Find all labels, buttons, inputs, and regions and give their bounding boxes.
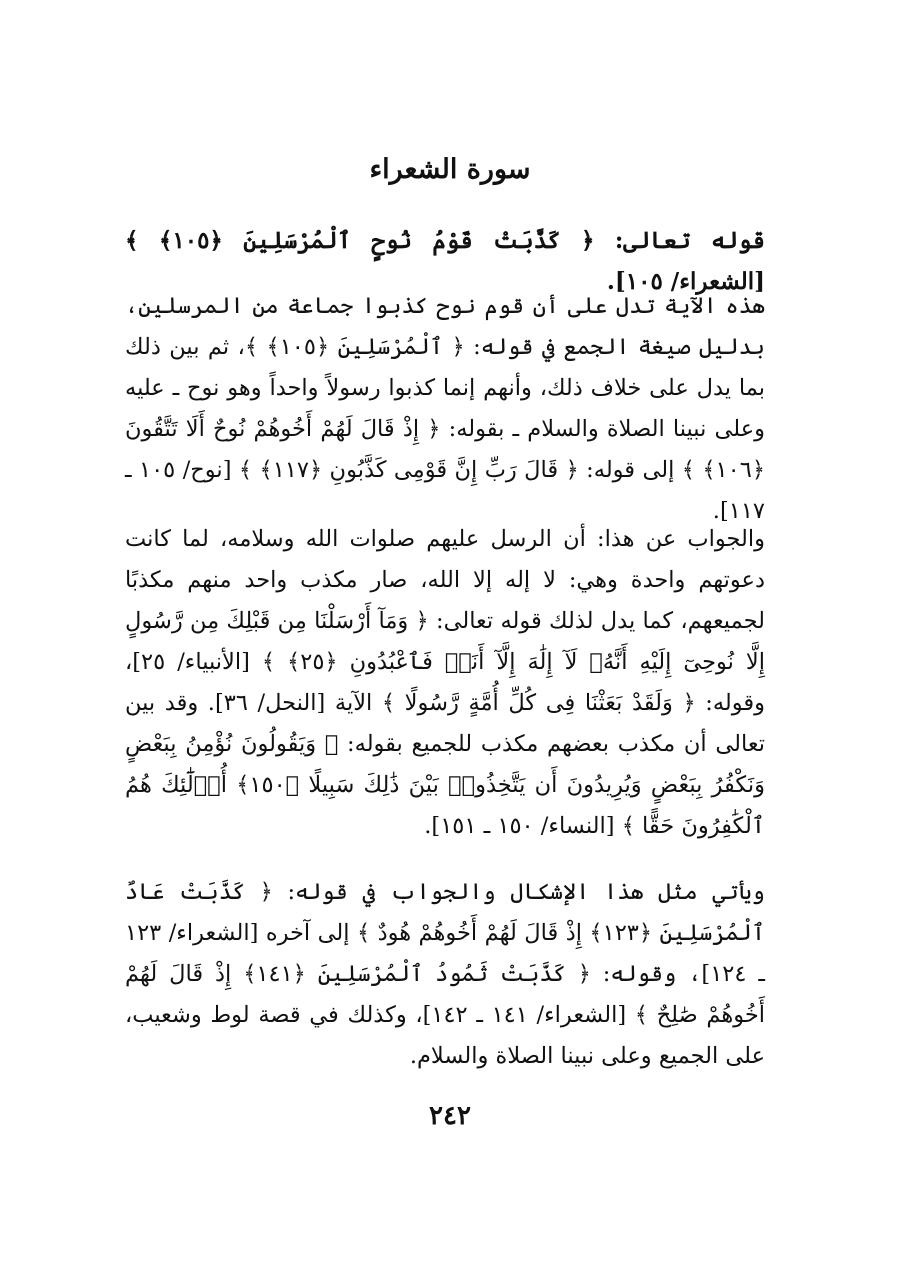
paragraph-answer: والجواب عن هذا: أن الرسل عليهم صلوات الله وسلامه، لما كانت دعوتهم واحدة وهي: لا إله إلا الله، صار مكذب واحد منهم مكذبًا لجميعهم، كما يدل لذلك قوله تعالى: ﴿ وَمَآ أَرْسَلْنَا مِن قَبْلِكَ مِن رَّسُولٍ إِلَّا نُوحِىٓ إِلَيْهِ أَنَّهُۥ لَآ إِلَٰهَ إِلَّآ أَنَا۠ فَٱعْبُدُونِ ﴿٢٥﴾ ﴾ [الأنبياء/ ٢٥]، وقوله: ﴿ وَلَقَدْ بَعَثْنَا فِى كُلِّ أُمَّةٍ رَّسُولًا ﴾ الآية [النحل/ ٣٦]. وقد بين تعالى أن مكذب بعضهم مكذب للجميع بقوله: ﴿ وَيَقُولُونَ نُؤْمِنُ بِبَعْضٍ وَنَكْفُرُ بِبَعْضٍ وَيُرِيدُونَ أَن يَتَّخِذُوا۟ بَيْنَ ذَٰلِكَ سَبِيلًا ﴿١٥٠﴾ أُو۟لَٰٓئِكَ هُمُ ٱلْكَٰفِرُونَ حَقًّا ﴾ [النساء/ ١٥٠ ـ ١٥١]. <box>125 526 765 839</box>
page-number: ٢٤٢ <box>429 1101 471 1131</box>
question-verse-line: قوله تعالى: ﴿ كَذَّبَتْ قَوْمُ نُوحٍ ٱلْمُرْسَلِينَ ﴿١٠٥﴾ ﴾ [الشعراء/ ١٠٥]. <box>125 227 765 295</box>
paragraph-problem: هذه الآية تدل على أن قوم نوح كذبوا جماعة من المرسلين، بدليل صيغة الجمع في قوله: ﴿ ٱلْمُرْسَلِينَ ﴿١٠٥﴾ ﴾، ثم بين ذلك بما يدل على خلاف ذلك، وأنهم إنما كذبوا رسولاً واحداً وهو نوح ـ عليه وعلى نبينا الصلاة والسلام ـ بقوله: ﴿ إِذْ قَالَ لَهُمْ أَخُوهُمْ نُوحٌ أَلَا تَتَّقُونَ ﴿١٠٦﴾ ﴾ إلى قوله: ﴿ قَالَ رَبِّ إِنَّ قَوْمِى كَذَّبُونِ ﴿١١٧﴾ ﴾ [نوح/ ١٠٥ ـ ١١٧]. <box>125 293 765 524</box>
paragraph-similar-cases: ويأتي مثل هذا الإشكال والجواب في قوله: ﴿ كَذَّبَتْ عَادٌ ٱلْمُرْسَلِينَ ﴿١٢٣﴾ إِذْ قَالَ لَهُمْ أَخُوهُمْ هُودٌ ﴾ إلى آخره [الشعراء/ ١٢٣ ـ ١٢٤]، وقوله: ﴿ كَذَّبَتْ ثَمُودُ ٱلْمُرْسَلِينَ ﴿١٤١﴾ إِذْ قَالَ لَهُمْ أَخُوهُمْ صَٰلِحٌ ﴾ [الشعراء/ ١٤١ ـ ١٤٢]، وكذلك في قصة لوط وشعيب، على الجميع وعلى نبينا الصلاة والسلام. <box>125 879 765 1069</box>
surah-title: سورة الشعراء <box>369 154 531 185</box>
